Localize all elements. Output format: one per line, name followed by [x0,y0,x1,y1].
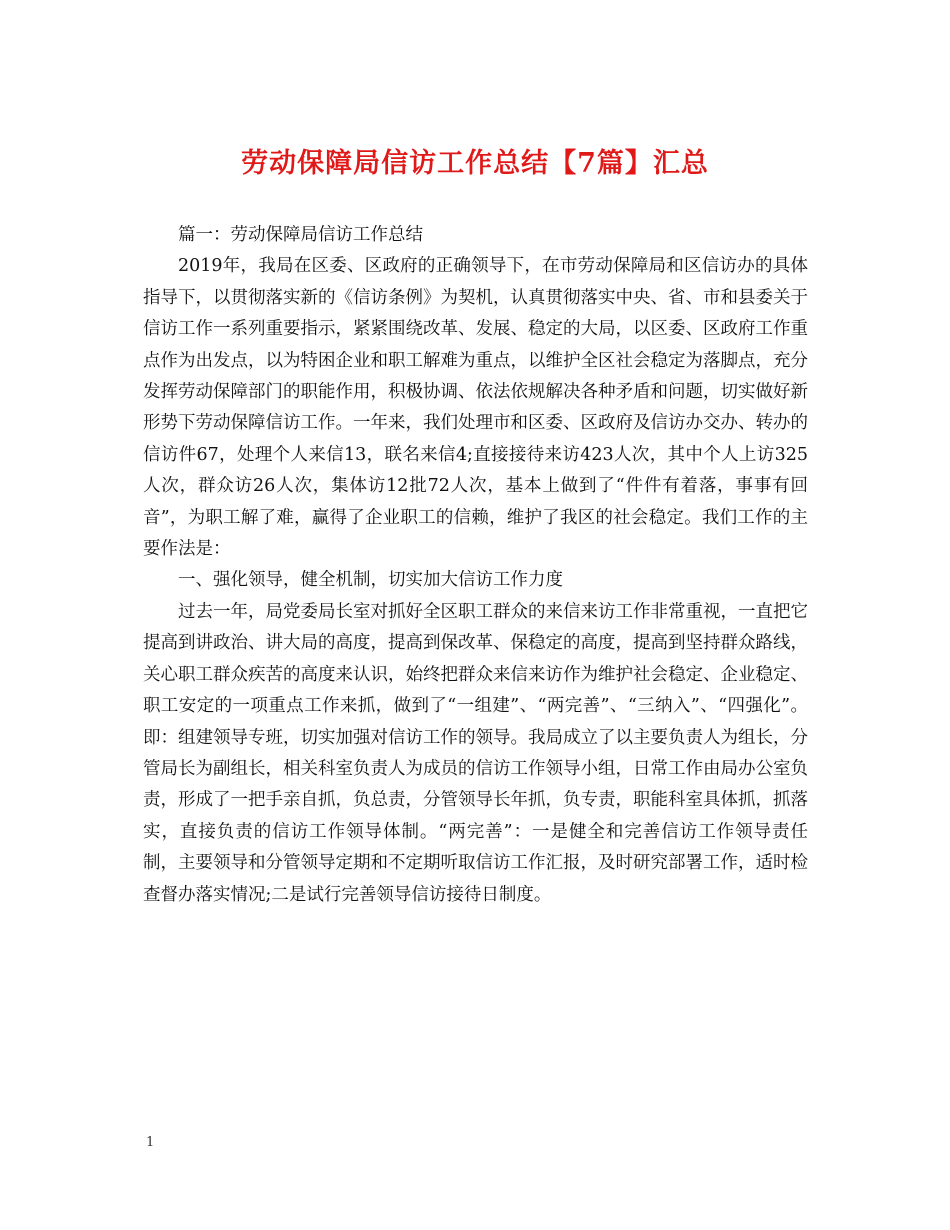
section-heading-one: 一、强化领导，健全机制，切实加大信访工作力度 [178,570,563,591]
paragraph-intro: 2019年，我局在区委、区政府的正确领导下，在市劳动保障局和区信访办的具体指导下，以贯彻落实新的《信访条例》为契机，认真贯彻落实中央、省、市和县委关于信访工作一系列重要指示，紧紧围绕改革、发展、稳定的大局，以区委、区政府工作重点作为出发点，以为特困企业和职工解难为重点，以维护全区社会稳定为落脚点，充分发挥劳动保障部门的职能作用，积极协调、依法依规解决各种矛盾和问题，切实做好新形势下劳动保障信访工作。一年来，我们处理市和区委、区政府及信访办交办、转办的信访件67，处理个人来信13，联名来信4;直接接待来访423人次，其中个人上访325人次，群众访26人次，集体访12批72人次，基本上做到了“件件有着落，事事有回音”，为职工解了难，赢得了企业职工的信赖，维护了我区的社会稳定。我们工作的主要作法是： [143,256,808,560]
document-title: 劳动保障局信访工作总结【7篇】汇总 [241,148,709,179]
document-body [143,220,808,911]
paragraph-leadership: 过去一年，局党委局长室对抓好全区职工群众的来信来访工作非常重视，一直把它提高到讲政治、讲大局的高度，提高到保改革、保稳定的高度，提高到坚持群众路线，关心职工群众疾苦的高度来认识，始终把群众来信来访作为维护社会稳定、企业稳定、职工安定的一项重点工作来抓，做到了“一组建”、“两完善”、“三纳入”、“四强化”。即：组建领导专班，切实加强对信访工作的领导。我局成立了以主要负责人为组长，分管局长为副组长，相关科室负责人为成员的信访工作领导小组，日常工作由局办公室负责，形成了一把手亲自抓，负总责，分管领导长年抓，负专责，职能科室具体抓，抓落实，直接负责的信访工作领导体制。“两完善”：一是健全和完善信访工作领导责任制，主要领导和分管领导定期和不定期听取信访工作汇报，及时研究部署工作，适时检查督办落实情况;二是试行完善领导信访接待日制度。 [143,601,808,905]
section-heading-part-one: 篇一：劳动保障局信访工作总结 [178,225,423,245]
page-number: 1 [146,1135,155,1150]
